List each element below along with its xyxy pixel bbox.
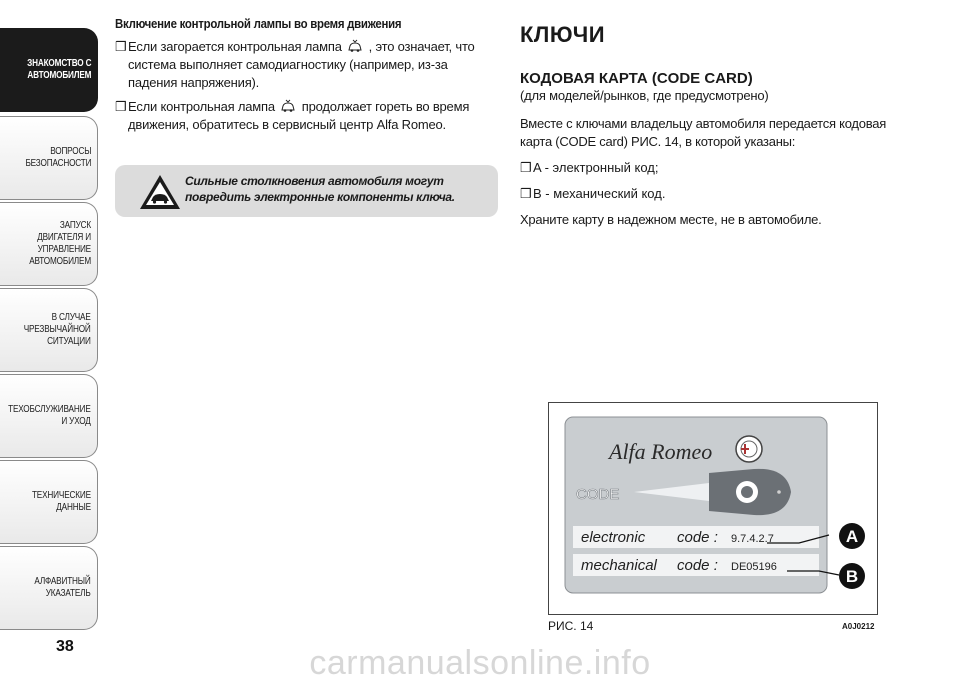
alfa-romeo-badge-icon xyxy=(736,436,762,462)
tab-maintenance[interactable] xyxy=(0,374,98,458)
intro-paragraph: Вместе с ключами владельцу автомобиля передается кодовая карта (CODE card) РИС. 14, в которой указаны: xyxy=(520,116,887,149)
bullet-text: продолжает гореть во время движения, обратитесь в сервисный центр Alfa Romeo. xyxy=(128,99,470,132)
callout-a xyxy=(839,523,865,549)
storage-note: Храните карту в надежном месте, не в автомобиле. xyxy=(520,212,822,227)
figure-caption: РИС. 14 xyxy=(548,619,594,633)
warning-triangle-icon xyxy=(138,173,182,211)
left-column xyxy=(115,16,500,204)
list-item-text: A - электронный код; xyxy=(533,160,659,175)
callout-a-label: A xyxy=(845,527,859,546)
tab-label: ЗНАКОМСТВО С АВТОМОБИЛЕМ xyxy=(26,58,91,81)
tab-label: АЛФАВИТНЫЙ УКАЗАТЕЛЬ xyxy=(34,576,91,599)
list-item xyxy=(520,159,920,177)
tab-label: ТЕХНИЧЕСКИЕ ДАННЫЕ xyxy=(32,490,91,513)
callout-b-label: B xyxy=(845,567,859,586)
code-card-figure xyxy=(548,402,878,615)
lamp-heading: Включение контрольной лампы во время движения xyxy=(115,16,402,31)
card-code-label: CODE xyxy=(576,486,620,503)
warning-box xyxy=(115,165,498,217)
code-card-illustration xyxy=(549,403,877,614)
watermark: carmanualsonline.info xyxy=(309,644,651,682)
subsection-title: КОДОВАЯ КАРТА (CODE CARD) xyxy=(520,70,753,87)
immobilizer-lamp-icon xyxy=(347,39,363,53)
tab-tech-data[interactable] xyxy=(0,460,98,544)
subsection-note: (для моделей/рынков, где предусмотрено) xyxy=(520,88,769,103)
callout-b xyxy=(839,563,865,589)
bullet-text: , это означает, что система выполняет самодиагностику (например, из-за падения напряжения). xyxy=(128,39,475,90)
section-title: КЛЮЧИ xyxy=(520,22,606,47)
tab-safety[interactable] xyxy=(0,116,98,200)
mechanical-code-value: DE05196 xyxy=(731,561,777,573)
tab-index[interactable] xyxy=(0,546,98,630)
electronic-label: electronic xyxy=(581,529,646,546)
bullet-mark: ❒ xyxy=(115,99,127,114)
bullet-mark: ❒ xyxy=(520,186,532,201)
bullet-mark: ❒ xyxy=(115,39,127,54)
tab-intro[interactable] xyxy=(0,28,98,112)
right-column xyxy=(520,16,920,237)
immobilizer-lamp-icon xyxy=(280,99,296,113)
list-item-text: B - механический код. xyxy=(533,186,666,201)
electronic-code-value: 9.7.4.2.7 xyxy=(731,533,774,545)
bullet-mark: ❒ xyxy=(520,160,532,175)
bullet-lamp-on xyxy=(115,38,500,92)
tab-label: ЗАПУСК ДВИГАТЕЛЯ И УПРАВЛЕНИЕ АВТОМОБИЛЕМ xyxy=(29,220,91,267)
tab-label: ТЕХОБСЛУЖИВАНИЕ И УХОД xyxy=(8,404,91,427)
tab-engine[interactable] xyxy=(0,202,98,286)
code-word: code : xyxy=(677,529,718,546)
list-item xyxy=(520,185,920,203)
tab-label: В СЛУЧАЕ ЧРЕЗВЫЧАЙНОЙ СИТУАЦИИ xyxy=(24,312,91,347)
warning-text: Сильные столкновения автомобиля могут повредить электронные компоненты ключа. xyxy=(185,174,455,204)
bullet-text: Если контрольная лампа xyxy=(128,99,275,114)
page-number: 38 xyxy=(56,638,74,655)
mechanical-label: mechanical xyxy=(581,557,657,574)
figure-ref-code: A0J0212 xyxy=(842,622,875,631)
key-head-icon xyxy=(709,469,791,515)
bullet-lamp-stays xyxy=(115,98,500,134)
brand-logo-text: Alfa Romeo xyxy=(609,439,713,464)
tab-emergency[interactable] xyxy=(0,288,98,372)
code-word: code : xyxy=(677,557,718,574)
tab-label: ВОПРОСЫ БЕЗОПАСНОСТИ xyxy=(25,146,91,169)
bullet-text: Если загорается контрольная лампа xyxy=(128,39,342,54)
